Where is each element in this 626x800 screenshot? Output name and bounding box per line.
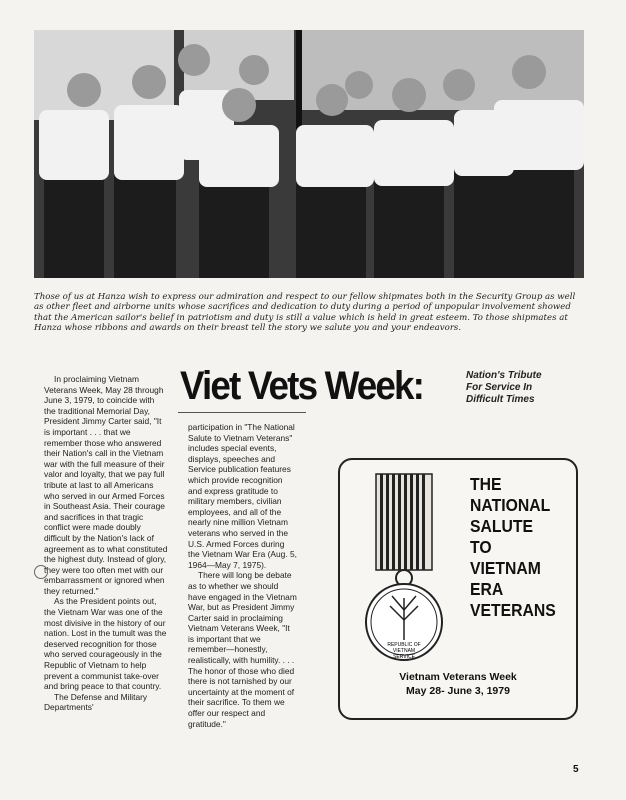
salute-title-line: TO xyxy=(470,537,492,557)
salute-title-line: SALUTE xyxy=(470,516,533,536)
paragraph: There will long be debate as to whether we should have engaged in the Vietnam War, but as President Jimmy Carter said in proclaiming Vietnam Veterans Week, "It is important that we remember—honestly, realistically, with humility. . . . The honor of those who died there is not tarnished by our uncertainty at the moment of their sacrifice. To them we offer our respect and gratitude." xyxy=(188,570,297,729)
article-column-2 xyxy=(188,422,298,729)
salute-title-line: VIETNAM xyxy=(470,558,541,578)
sailors-photo-illustration xyxy=(34,30,584,278)
national-salute-emblem xyxy=(338,458,578,720)
salute-title xyxy=(470,474,560,621)
group-photo xyxy=(34,30,584,278)
salute-footer-line: Vietnam Veterans Week xyxy=(399,671,517,683)
subhead-line: Difficult Times xyxy=(466,394,535,405)
photo-caption: Those of us at Hanza wish to express our admiration and respect to our fellow shipmates both in the Security Group as well as other fleet and airborne units whose sacrifices and dedication to duty during a period of unpopular involvement showed that the American sailor's belief in patriotism and duty is still a value which is held in great esteem. To those shipmates at Hanza whose ribbons and awards on their breast tell the story we salute you and your endeavors. xyxy=(34,292,576,334)
headline-divider xyxy=(178,412,306,413)
subhead-line: Nation's Tribute xyxy=(466,370,542,381)
medal-label: SERVICE xyxy=(393,654,415,660)
salute-footer-line: May 28- June 3, 1979 xyxy=(406,685,510,697)
paragraph: The Defense and Military Departments' xyxy=(44,691,148,713)
subhead-line: For Service In xyxy=(466,382,533,393)
medal-label: VIETNAM xyxy=(392,648,416,654)
page-number: 5 xyxy=(573,764,579,775)
vietnam-service-medal-icon xyxy=(362,470,462,670)
salute-title-line: THE xyxy=(470,474,502,494)
paragraph: As the President points out, the Vietnam War was one of the most divisive in the history of our nation. Lost in the tumult was the deserved recognition for those who served courageously in the Republic of Vietnam to help prevent a communist take-over and bring peace to that country. xyxy=(44,596,167,692)
hole-punch-mark xyxy=(34,565,48,579)
salute-title-line: ERA xyxy=(470,579,504,599)
article-headline: Viet Vets Week: xyxy=(180,364,424,408)
paragraph: In proclaiming Vietnam Veterans Week, May 28 through June 3, 1979, to coincide with the traditional Memorial Day, President Jimmy Carter said, "It is important . . . that we remember those who answered their Nation's call in the Vietnam war with the full measure of their valor and loyalty, that we pay full tribute at last to all Americans who served in our Armed Forces in Southeast Asia. Their courage and sacrifices in that tragic conflict were made doubly difficult by the Nation's lack of agreement as to what constituted the highest duty. Instead of glory, they were too often met with our embarrassment or ignored when they returned." xyxy=(44,374,168,596)
paragraph: participation in "The National Salute to Vietnam Veterans" includes special events, displays, speeches and Service publication features which provide recognition and express gratitude to military members, civilian employees, and all of the nearly nine million Vietnam veterans who served in the U.S. Armed Forces during the Vietnam War Era (Aug. 5, 1964—May 7, 1975). xyxy=(188,422,297,570)
salute-title-line: NATIONAL xyxy=(470,495,551,515)
medal-label: REPUBLIC OF xyxy=(387,642,421,648)
salute-footer xyxy=(340,670,576,698)
article-column-1 xyxy=(44,374,168,713)
salute-title-line: VETERANS xyxy=(470,600,556,620)
article-subhead xyxy=(466,370,576,406)
